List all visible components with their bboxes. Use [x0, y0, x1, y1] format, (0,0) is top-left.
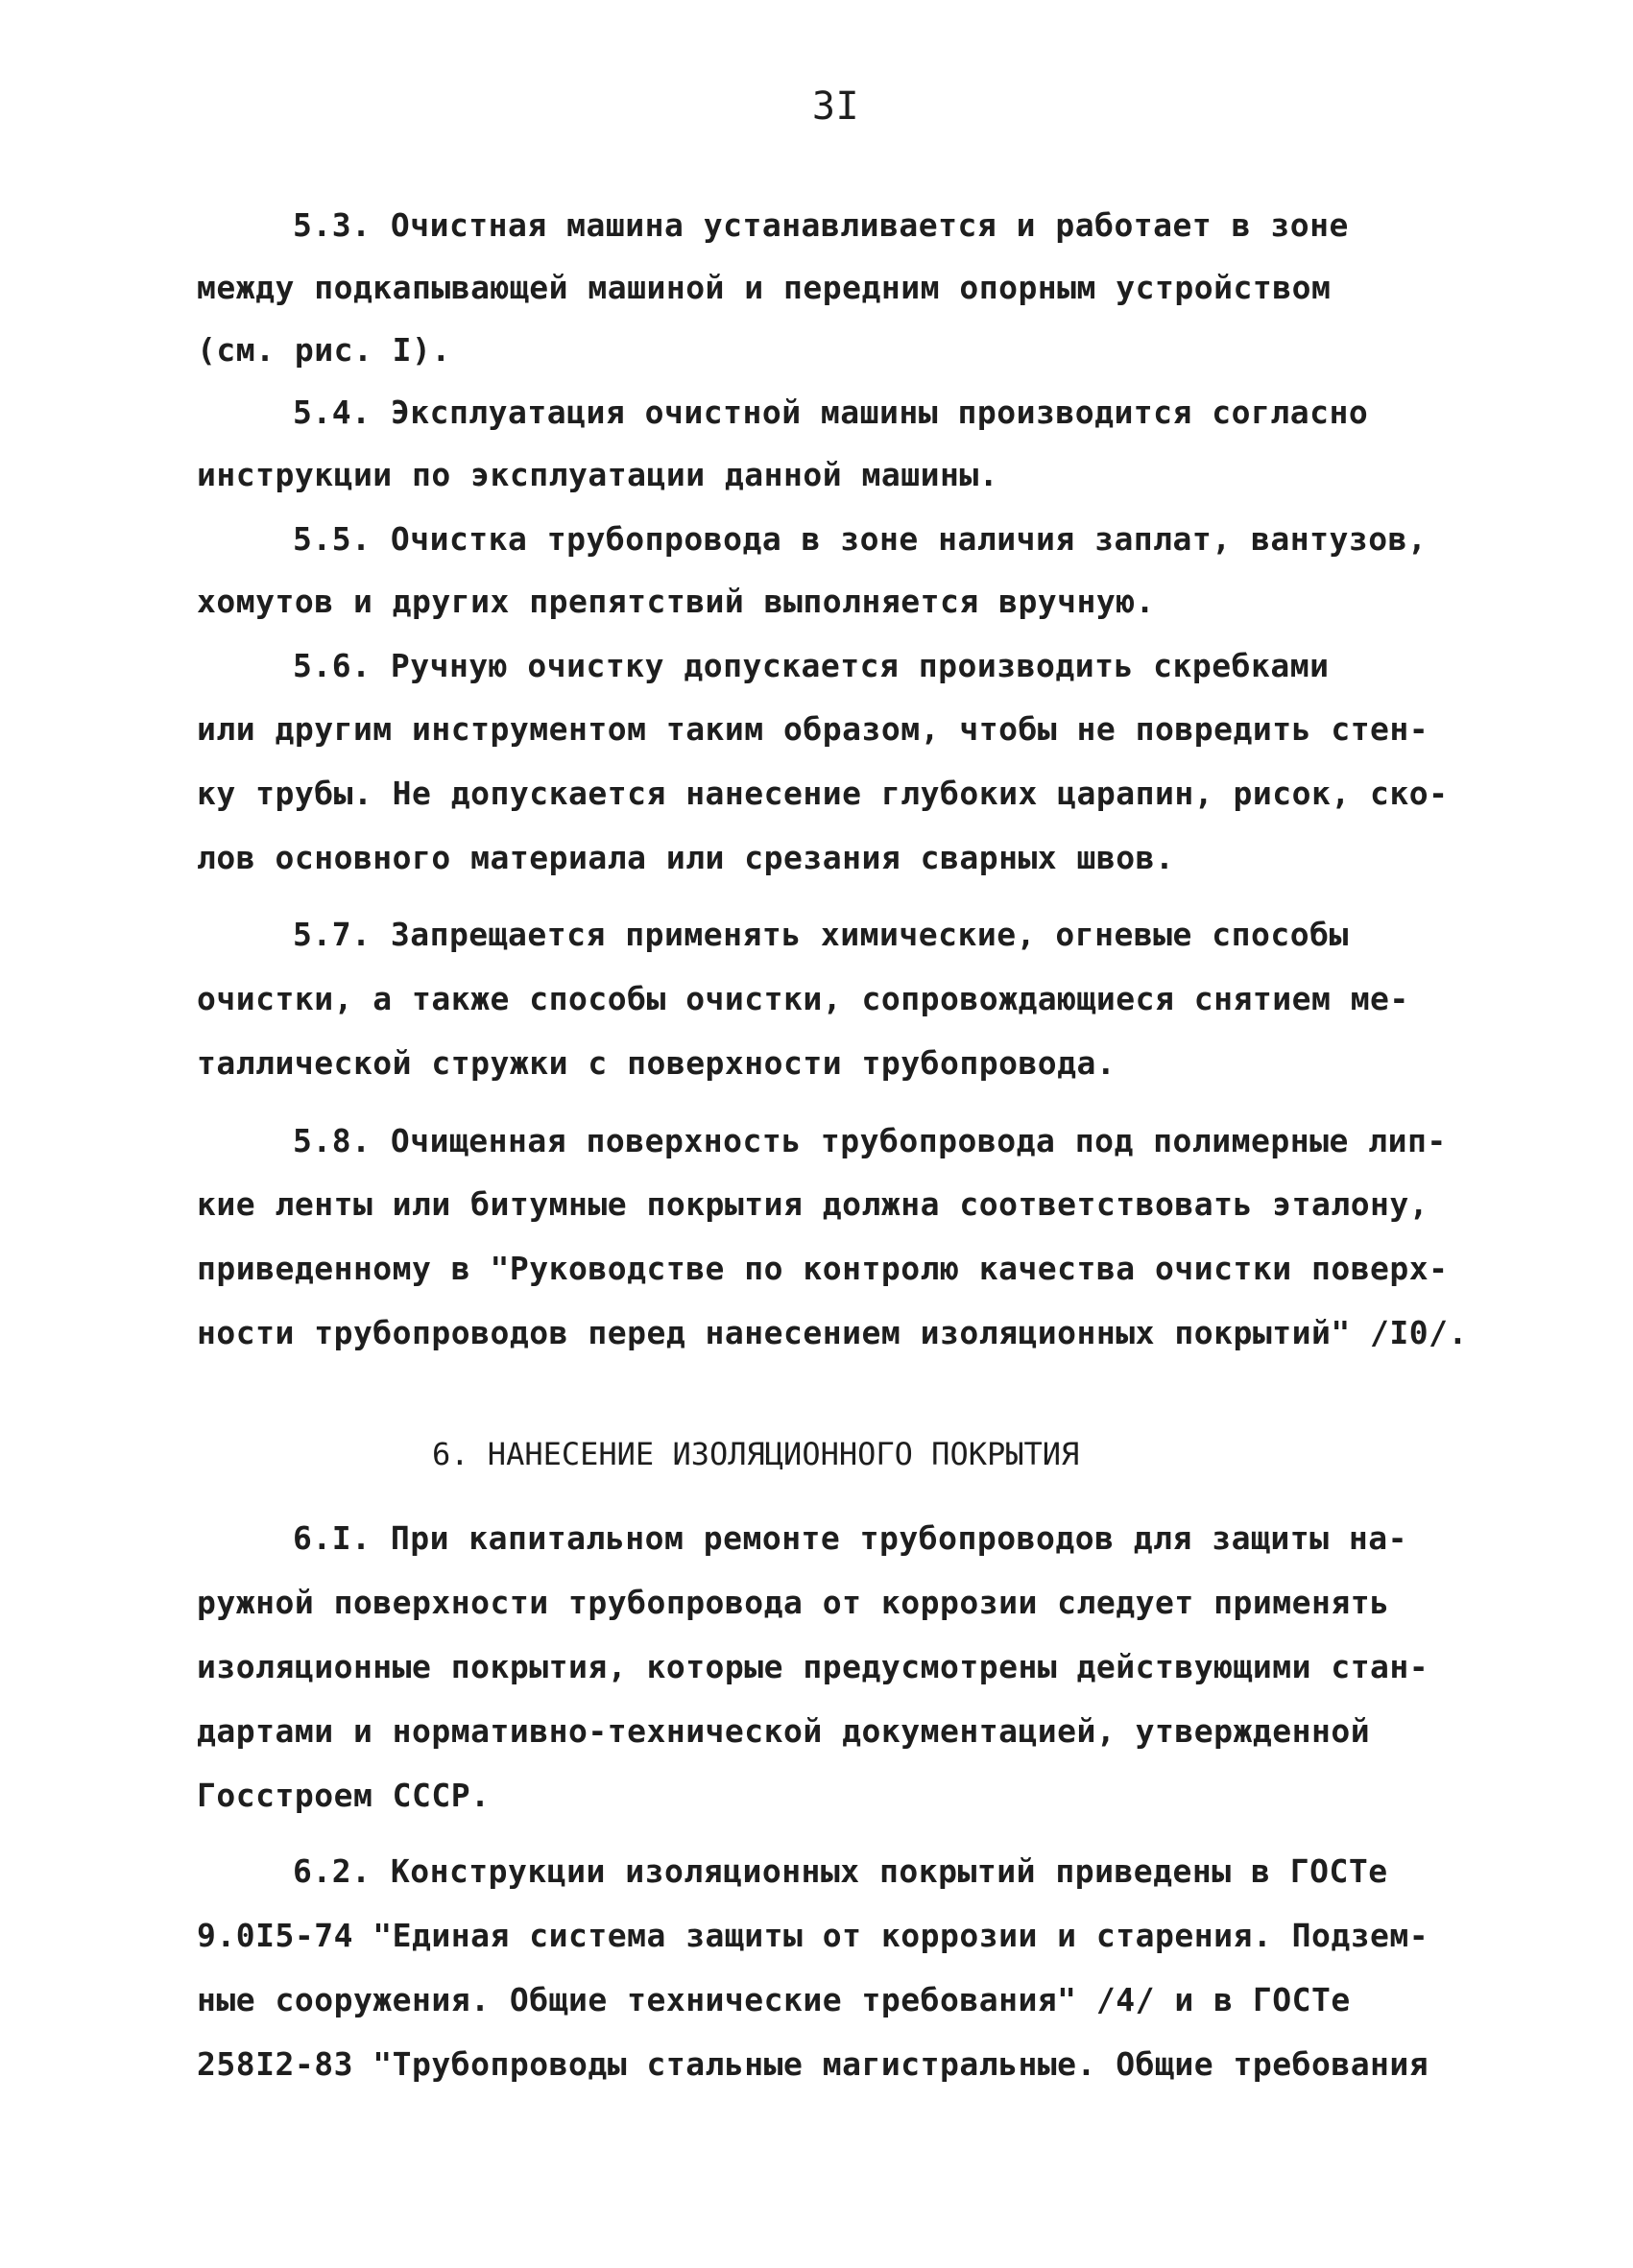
text-line: 5.5. Очистка трубопровода в зоне наличия заплат, вантузов, [293, 520, 1428, 558]
text-line: 5.4. Эксплуатация очистной машины производится согласно [293, 394, 1369, 431]
text-line: ности трубопроводов перед нанесением изоляционных покрытий" /I0/. [197, 1314, 1468, 1351]
text-line: 9.0I5-74 "Единая система защиты от коррозии и старения. Подзем- [197, 1917, 1429, 1954]
text-line: ку трубы. Не допускается нанесение глубоких царапин, рисок, ско- [197, 775, 1449, 812]
text-line: таллической стружки с поверхности трубопровода. [197, 1044, 1117, 1082]
text-line: между подкапывающей машиной и передним опорным устройством [197, 269, 1332, 306]
text-line: 5.7. Запрещается применять химические, огневые способы [293, 916, 1349, 953]
text-line: Госстроем СССР. [197, 1777, 491, 1814]
text-line: 258I2-83 "Трубопроводы стальные магистральные. Общие требования [197, 2045, 1429, 2083]
text-line: 6.2. Конструкции изоляционных покрытий приведены в ГОСТе [293, 1852, 1388, 1890]
section-heading: 6. НАНЕСЕНИЕ ИЗОЛЯЦИОННОГО ПОКРЫТИЯ [432, 1436, 1080, 1472]
text-line: 6.I. При капитальном ремонте трубопроводов для защиты на- [293, 1519, 1407, 1557]
page-number: 3I [811, 84, 860, 129]
text-line: или другим инструментом таким образом, чтобы не повредить стен- [197, 710, 1429, 748]
text-line: лов основного материала или срезания сварных швов. [197, 839, 1175, 876]
text-line: 5.3. Очистная машина устанавливается и работает в зоне [293, 206, 1349, 244]
text-line: изоляционные покрытия, которые предусмотрены действующими стан- [197, 1648, 1429, 1685]
text-line: кие ленты или битумные покрытия должна соответствовать эталону, [197, 1185, 1429, 1223]
text-line: 5.6. Ручную очистку допускается производить скребками [293, 647, 1330, 684]
text-line: 5.8. Очищенная поверхность трубопровода под полимерные лип- [293, 1122, 1447, 1159]
text-line: дартами и нормативно-технической документацией, утвержденной [197, 1712, 1371, 1750]
text-line: (см. рис. I). [197, 331, 451, 369]
text-line: очистки, а также способы очистки, сопровождающиеся снятием ме- [197, 980, 1409, 1017]
text-line: приведенному в "Руководстве по контролю качества очистки поверх- [197, 1250, 1449, 1287]
text-line: ные сооружения. Общие технические требования" /4/ и в ГОСТе [197, 1981, 1351, 2018]
text-line: хомутов и других препятствий выполняется вручную. [197, 583, 1156, 620]
text-line: ружной поверхности трубопровода от коррозии следует применять [197, 1584, 1390, 1621]
text-line: инструкции по эксплуатации данной машины. [197, 456, 999, 493]
